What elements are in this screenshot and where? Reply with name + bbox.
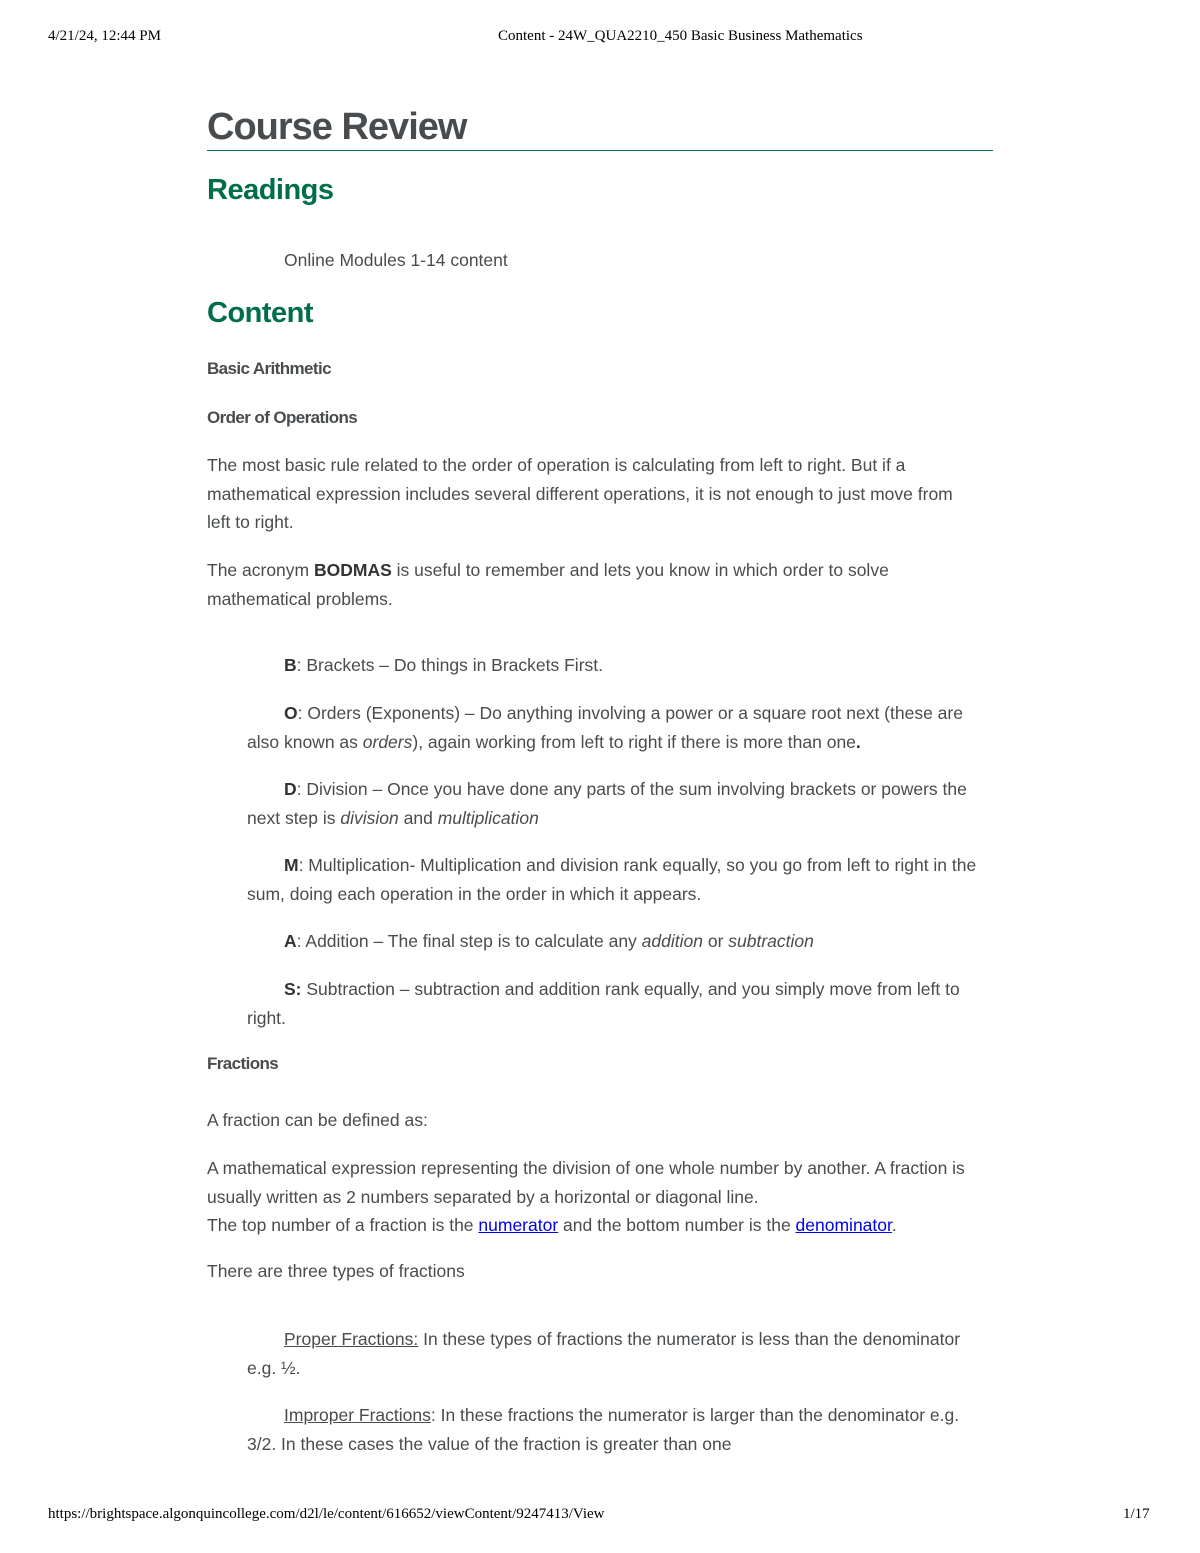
fraction-type-improper: Improper Fractions: In these fractions the numerator is larger than the denominator e.g. 3/2. In these cases the value of the fraction is greater than one [247,1405,960,1454]
page-title: Course Review [207,104,993,151]
bodmas-acronym: BODMAS [313,560,392,580]
paragraph-bodmas: The acronym BODMAS is useful to remember and lets you know in which order to solve mathematical problems. [207,560,889,609]
content-heading: Content [207,297,314,329]
fraction-definition-text: A mathematical expression representing the division of one whole number by another. A fraction is usually written as 2 numbers separated by a horizontal or diagonal line. The top number of a fraction is the numerator and the bottom number is the denominator. [207,1158,965,1235]
readings-heading: Readings [207,174,334,206]
numerator-link[interactable]: numerator [478,1215,559,1235]
fraction-type-proper: Proper Fractions: In these types of fractions the numerator is less than the denominator e.g. ½. [247,1329,961,1378]
print-datetime: 4/21/24, 12:44 PM [48,28,161,44]
three-types-text: There are three types of fractions [207,1261,465,1281]
bodmas-item-s: S: Subtraction – subtraction and addition rank equally, and you simply move from left to right. [247,979,960,1028]
print-page-number: 1/17 [1123,1506,1150,1522]
basic-arithmetic-heading: Basic Arithmetic [207,359,331,378]
print-title: Content - 24W_QUA2210_450 Basic Business Mathematics [498,28,863,44]
bodmas-item-o: O: Orders (Exponents) – Do anything involving a power or a square root next (these are also known as orders), again working from left to right if there is more than one. [247,703,963,752]
fractions-heading: Fractions [207,1054,279,1073]
fraction-definition-intro: A fraction can be defined as: [207,1110,428,1130]
bodmas-item-m: M: Multiplication- Multiplication and division rank equally, so you go from left to right in the sum, doing each operation in the order in which it appears. [247,855,977,904]
print-url: https://brightspace.algonquincollege.com/d2l/le/content/616652/viewContent/9247413/View [48,1506,605,1522]
bodmas-item-b: B: Brackets – Do things in Brackets First. [284,655,603,675]
denominator-link[interactable]: denominator [795,1215,892,1235]
paragraph-order-intro: The most basic rule related to the order of operation is calculating from left to right. But if a mathematical expression includes several different operations, it is not enough to just move from left to right. [207,455,953,532]
readings-text: Online Modules 1-14 content [284,250,508,270]
bodmas-item-d: D: Division – Once you have done any parts of the sum involving brackets or powers the next step is division and multiplication [247,779,967,828]
order-of-operations-heading: Order of Operations [207,408,358,427]
bodmas-item-a: A: Addition – The final step is to calculate any addition or subtraction [284,931,814,951]
